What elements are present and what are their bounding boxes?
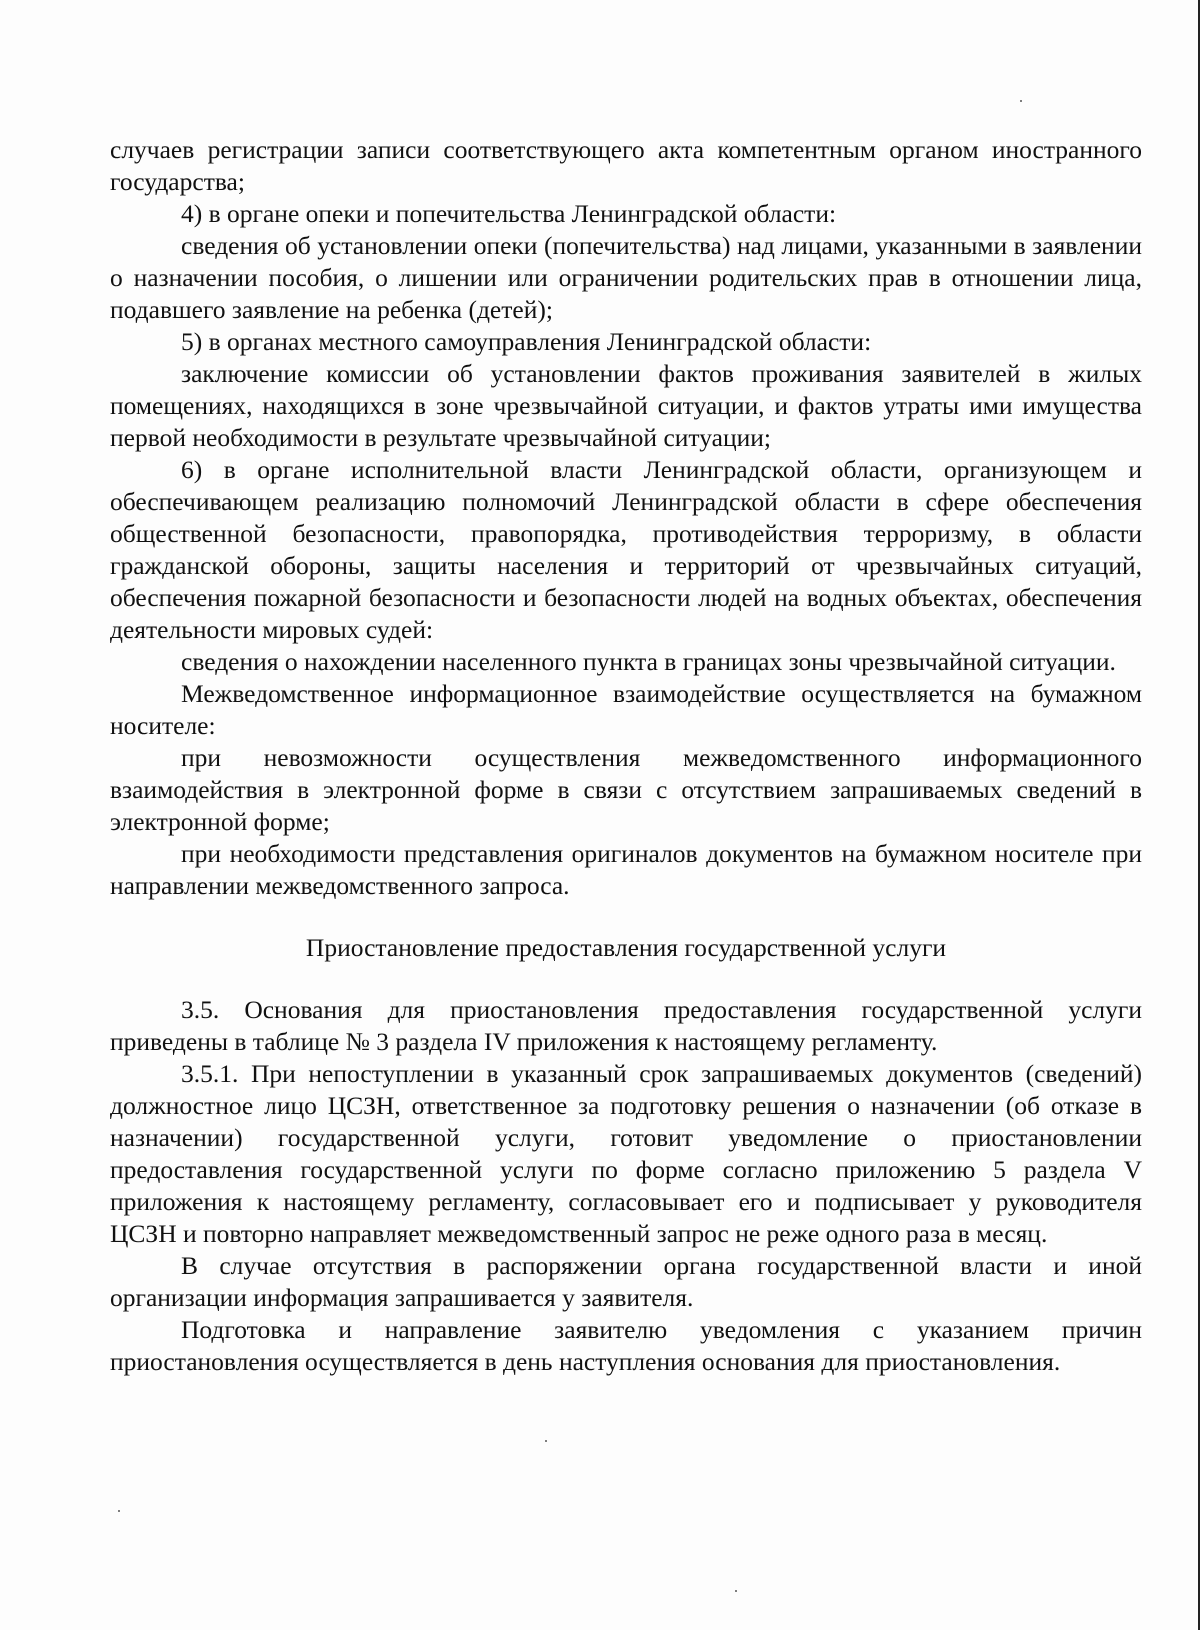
paragraph: 3.5. Основания для приостановления предоставления государственной услуги приведены в таблице № 3 раздела IV приложения к настоящему регламенту. — [110, 995, 1142, 1056]
document-body — [110, 134, 1142, 1378]
paragraph: заключение комиссии об установлении фактов проживания заявителей в жилых помещениях, находящихся в зоне чрезвычайной ситуации, и фактов утраты ими имущества первой необходимости в результате чрезвычайной ситуации; — [110, 359, 1142, 452]
paragraph: Межведомственное информационное взаимодействие осуществляется на бумажном носителе: — [110, 679, 1142, 740]
paragraph: при необходимости представления оригиналов документов на бумажном носителе при направлении межведомственного запроса. — [110, 839, 1142, 900]
section-heading: Приостановление предоставления государственной услуги — [305, 933, 947, 962]
scan-speck — [545, 1440, 547, 1442]
paragraph: 5) в органах местного самоуправления Ленинградской области: — [181, 327, 872, 356]
paragraph: при невозможности осуществления межведомственного информационного взаимодействия в электронной форме в связи с отсутствием запрашиваемых сведений в электронной форме; — [110, 743, 1142, 836]
paragraph: 3.5.1. При непоступлении в указанный срок запрашиваемых документов (сведений) должностное лицо ЦСЗН, ответственное за подготовку решения о назначении (об отказе в назначении) государственной услуги, готовит уведомление о приостановлении предоставления государственной услуги по форме согласно приложению 5 раздела V приложения к настоящему регламенту, согласовывает его и подписывает у руководителя ЦСЗН и повторно направляет межведомственный запрос не реже одного раза в месяц. — [110, 1059, 1142, 1248]
paragraph: Подготовка и направление заявителю уведомления с указанием причин приостановления осуществляется в день наступления основания для приостановления. — [110, 1315, 1142, 1376]
paragraph: случаев регистрации записи соответствующего акта компетентным органом иностранного государства; — [110, 135, 1142, 196]
paragraph: сведения о нахождении населенного пункта в границах зоны чрезвычайной ситуации. — [181, 647, 1116, 676]
scan-speck — [735, 1590, 737, 1592]
scan-speck — [1020, 100, 1022, 102]
paragraph: В случае отсутствия в распоряжении органа государственной власти и иной организации информация запрашивается у заявителя. — [110, 1251, 1142, 1312]
paragraph: 6) в органе исполнительной власти Ленинградской области, организующем и обеспечивающем реализацию полномочий Ленинградской области в сфере обеспечения общественной безопасности, правопорядка, противодействия терроризму, в области гражданской обороны, защиты населения и территорий от чрезвычайных ситуаций, обеспечения пожарной безопасности и безопасности людей на водных объектах, обеспечения деятельности мировых судей: — [110, 455, 1142, 644]
paragraph: сведения об установлении опеки (попечительства) над лицами, указанными в заявлении о назначении пособия, о лишении или ограничении родительских прав в отношении лица, подавшего заявление на ребенка (детей); — [110, 231, 1142, 324]
scan-speck — [118, 1510, 120, 1512]
paragraph: 4) в органе опеки и попечительства Ленинградской области: — [181, 199, 837, 228]
